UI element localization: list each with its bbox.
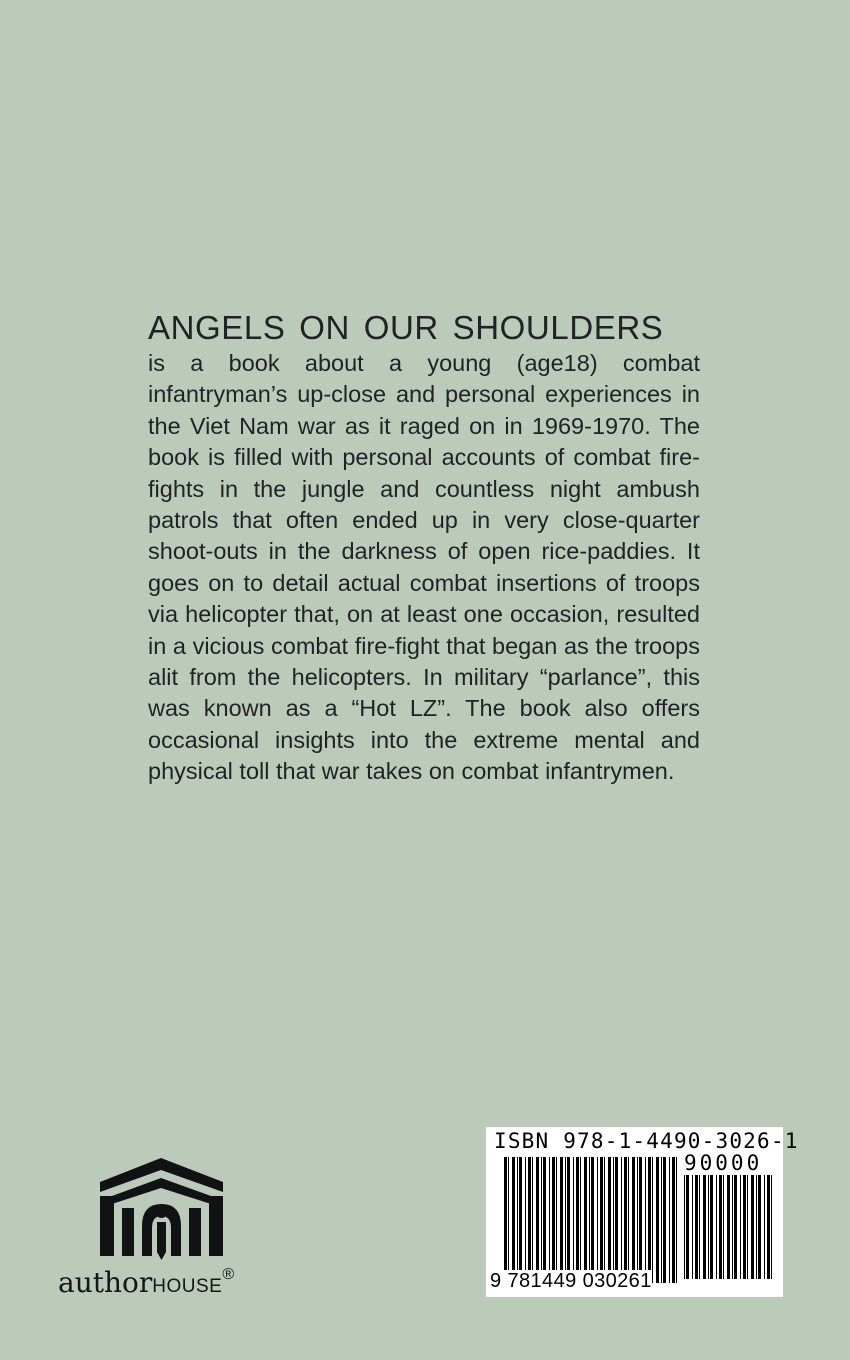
barcode-bar bbox=[686, 1175, 689, 1279]
publisher-name-upper: HOUSE bbox=[152, 1276, 223, 1297]
barcode-bar bbox=[751, 1175, 754, 1279]
barcode-bar bbox=[549, 1157, 550, 1283]
barcode-bar bbox=[621, 1157, 622, 1283]
barcode-bar bbox=[504, 1157, 507, 1283]
barcode-bar bbox=[528, 1157, 531, 1283]
ean-digits: 9 781449 030261 bbox=[490, 1270, 652, 1292]
barcode-bar bbox=[576, 1157, 579, 1283]
barcode-bar bbox=[740, 1175, 741, 1279]
barcode-bar bbox=[624, 1157, 627, 1283]
barcode-bar bbox=[710, 1175, 713, 1279]
addon-barcode-icon bbox=[684, 1175, 776, 1279]
barcode-bar bbox=[589, 1157, 590, 1283]
barcode-bar bbox=[684, 1175, 685, 1279]
barcode-bar bbox=[584, 1157, 587, 1283]
barcode-bar bbox=[676, 1157, 677, 1283]
barcode-bar bbox=[543, 1157, 546, 1283]
barcode-bar bbox=[591, 1157, 594, 1283]
barcode-bar bbox=[639, 1157, 642, 1283]
registered-mark: ® bbox=[222, 1266, 235, 1283]
barcode-bar bbox=[747, 1175, 748, 1279]
barcode-bar bbox=[565, 1157, 566, 1283]
barcode-bar bbox=[661, 1157, 662, 1283]
barcode-bar bbox=[600, 1157, 603, 1283]
barcode-bar bbox=[519, 1157, 522, 1283]
barcode-bar bbox=[743, 1175, 746, 1279]
barcode-bar bbox=[699, 1175, 700, 1279]
house-arch-logo-icon bbox=[98, 1156, 225, 1261]
barcode-bar bbox=[615, 1157, 618, 1283]
barcode-bar bbox=[719, 1175, 722, 1279]
barcode-bar bbox=[727, 1175, 730, 1279]
barcode-bar bbox=[541, 1157, 542, 1283]
barcode-bar bbox=[734, 1175, 737, 1279]
barcode-bar bbox=[597, 1157, 598, 1283]
publisher-logo bbox=[58, 1156, 278, 1306]
barcode-bar bbox=[708, 1175, 709, 1279]
barcode-bar bbox=[656, 1157, 659, 1283]
barcode-bar bbox=[556, 1157, 557, 1283]
barcode-bar bbox=[764, 1175, 765, 1279]
publisher-name-lower: author bbox=[58, 1266, 153, 1299]
barcode-bar bbox=[652, 1157, 653, 1283]
isbn-label: ISBN 978-1-4490-3026-1 bbox=[494, 1129, 799, 1153]
barcode-bar bbox=[508, 1157, 509, 1283]
barcode-bar bbox=[552, 1157, 555, 1283]
barcode-bar bbox=[532, 1157, 533, 1283]
barcode-bar bbox=[613, 1157, 614, 1283]
barcode-icon bbox=[504, 1157, 678, 1283]
barcode-bar bbox=[663, 1157, 666, 1283]
barcode-bar bbox=[672, 1157, 675, 1283]
barcode-bar bbox=[645, 1157, 646, 1283]
isbn-barcode bbox=[486, 1127, 799, 1297]
barcode-bar bbox=[560, 1157, 563, 1283]
barcode-bar bbox=[771, 1175, 772, 1279]
barcode-bar bbox=[573, 1157, 574, 1283]
barcode-bar bbox=[732, 1175, 733, 1279]
publisher-name bbox=[58, 1266, 234, 1299]
book-description: is a book about a young (age18) combat infantryman’s up-close and personal experiences in the Viet Nam war as it raged on in 1969-1970. The book is filled with personal accounts of combat fire-fights in the jungle and countless night ambush patrols that often ended up in very close-quarter shoot-outs in the darkness of open rice-paddies. It goes on to detail actual combat insertions of troops via helicopter that, on at least one occasion, resulted in a vicious combat fire-fight that began as the troops alit from the helicopters. In military “parlance”, this was known as a “Hot LZ”. The book also offers occasional insights into the extreme mental and physical toll that war takes on combat infantrymen. bbox=[148, 350, 700, 785]
barcode-bar bbox=[703, 1175, 706, 1279]
barcode-bar bbox=[628, 1157, 629, 1283]
barcode-bar bbox=[723, 1175, 724, 1279]
barcode-bar bbox=[604, 1157, 605, 1283]
barcode-bar bbox=[758, 1175, 761, 1279]
barcode-bar bbox=[767, 1175, 770, 1279]
barcode-bar bbox=[580, 1157, 581, 1283]
price-addon-digits: 90000 bbox=[684, 1151, 763, 1175]
barcode-bar bbox=[525, 1157, 526, 1283]
barcode-bar bbox=[512, 1157, 515, 1283]
back-cover-blurb bbox=[148, 308, 700, 788]
barcode-bar bbox=[536, 1157, 539, 1283]
barcode-bar bbox=[632, 1157, 635, 1283]
barcode-bar bbox=[648, 1157, 651, 1283]
barcode-bar bbox=[517, 1157, 518, 1283]
barcode-bar bbox=[716, 1175, 717, 1279]
barcode-bar bbox=[695, 1175, 698, 1279]
barcode-bar bbox=[756, 1175, 757, 1279]
barcode-bar bbox=[669, 1157, 670, 1283]
barcode-bar bbox=[637, 1157, 638, 1283]
barcode-bar bbox=[608, 1157, 611, 1283]
barcode-bar bbox=[692, 1175, 693, 1279]
barcode-bar bbox=[567, 1157, 570, 1283]
book-title: ANGELS ON OUR SHOULDERS bbox=[148, 309, 664, 346]
